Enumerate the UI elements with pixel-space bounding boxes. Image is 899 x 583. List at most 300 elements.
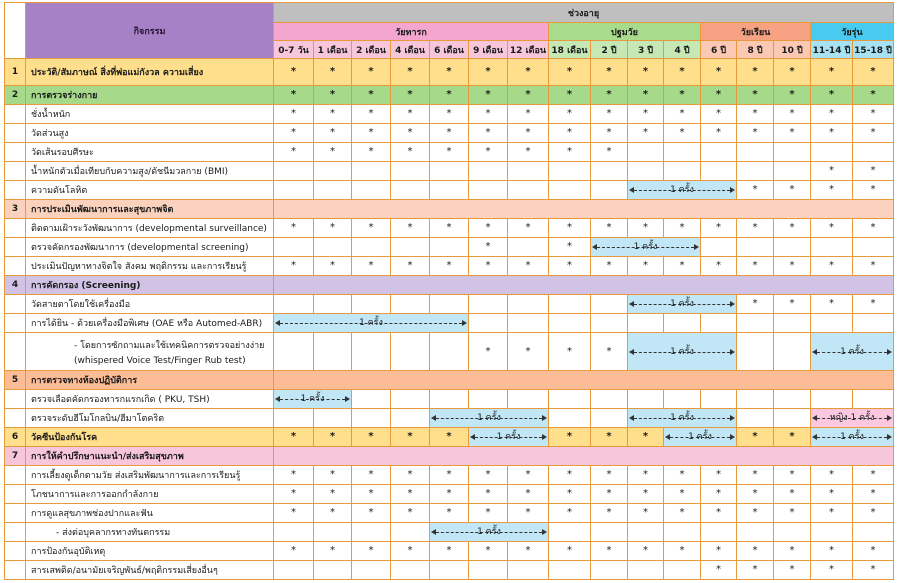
once-span	[628, 333, 737, 371]
once-span	[664, 428, 737, 447]
activity-label: ประเมินปัญหาทางจิตใจ สังคม พฤติกรรม และการเรียนรู้	[26, 257, 274, 276]
empty-cell	[314, 333, 352, 371]
schedule-mark: *	[430, 105, 469, 124]
schedule-mark: *	[811, 181, 853, 200]
empty-cell	[591, 409, 628, 428]
row-number: 3	[5, 200, 26, 219]
schedule-mark: *	[853, 219, 894, 238]
schedule-mark: *	[737, 485, 774, 504]
activity-header: กิจกรรม	[26, 3, 274, 59]
schedule-mark: *	[274, 428, 314, 447]
table-row	[5, 276, 894, 295]
empty-cell	[853, 238, 894, 257]
schedule-mark: *	[591, 485, 628, 504]
age-col-11: 6 ปี	[701, 41, 737, 59]
age-col-9: 3 ปี	[628, 41, 664, 59]
schedule-mark: *	[853, 105, 894, 124]
table-row	[5, 409, 894, 428]
row-number	[5, 390, 26, 409]
empty-cell	[508, 162, 549, 181]
schedule-mark: *	[811, 86, 853, 105]
schedule-mark: *	[664, 219, 701, 238]
empty-cell	[628, 390, 664, 409]
schedule-mark: *	[853, 181, 894, 200]
age-col-6: 12 เดือน	[508, 41, 549, 59]
group-adolescent: วัยรุ่น	[811, 23, 894, 41]
age-col-10: 4 ปี	[664, 41, 701, 59]
empty-cell	[774, 143, 811, 162]
table-row	[5, 143, 894, 162]
schedule-mark: *	[591, 59, 628, 86]
arrow-left-icon	[812, 349, 817, 355]
table-body	[5, 3, 894, 580]
schedule-mark: *	[591, 86, 628, 105]
empty-cell	[664, 314, 701, 333]
empty-cell	[314, 409, 352, 428]
activity-label: สารเสพติด/อนามัยเจริญพันธ์/พฤติกรรมเสี่ยงอื่นๆ	[26, 561, 274, 580]
empty-cell	[549, 409, 591, 428]
schedule-mark: *	[774, 219, 811, 238]
schedule-mark: *	[352, 466, 391, 485]
once-span-label: 1 ครั้ง	[670, 299, 694, 309]
schedule-mark: *	[664, 504, 701, 523]
empty-cell	[274, 162, 314, 181]
schedule-mark: *	[664, 86, 701, 105]
arrow-left-icon	[592, 244, 597, 250]
schedule-mark: *	[430, 466, 469, 485]
schedule-mark: *	[469, 105, 508, 124]
schedule-mark: *	[664, 105, 701, 124]
empty-cell	[737, 162, 774, 181]
empty-cell	[430, 238, 469, 257]
empty-cell	[352, 333, 391, 371]
empty-cell	[628, 561, 664, 580]
schedule-mark: *	[274, 86, 314, 105]
once-span	[430, 523, 549, 542]
schedule-mark: *	[274, 504, 314, 523]
schedule-mark: *	[508, 86, 549, 105]
empty-cell	[737, 314, 774, 333]
empty-cell	[352, 561, 391, 580]
schedule-mark: *	[391, 542, 430, 561]
schedule-mark: *	[274, 124, 314, 143]
empty-cell	[549, 561, 591, 580]
schedule-mark: *	[314, 542, 352, 561]
schedule-mark: *	[774, 257, 811, 276]
schedule-mark: *	[352, 428, 391, 447]
schedule-mark: *	[430, 124, 469, 143]
schedule-mark: *	[701, 124, 737, 143]
row-number	[5, 257, 26, 276]
row-number	[5, 124, 26, 143]
table-row	[5, 371, 894, 390]
row-number: 5	[5, 371, 26, 390]
empty-cell	[774, 333, 811, 371]
schedule-mark: *	[391, 485, 430, 504]
activity-label: การได้ยิน - ด้วยเครื่องมือพิเศษ (OAE หรือ Automed-ABR)	[26, 314, 274, 333]
empty-cell	[352, 409, 391, 428]
schedule-mark: *	[314, 257, 352, 276]
empty-cell	[549, 523, 591, 542]
once-span-label: 1 ครั้ง	[477, 413, 501, 423]
schedule-mark: *	[628, 219, 664, 238]
empty-cell	[737, 523, 774, 542]
schedule-mark: *	[469, 219, 508, 238]
activity-label: วัคซีนป้องกันโรค	[26, 428, 274, 447]
schedule-mark: *	[737, 181, 774, 200]
arrow-left-icon	[431, 529, 436, 535]
empty-cell	[811, 143, 853, 162]
empty-cell	[391, 523, 430, 542]
schedule-mark: *	[628, 485, 664, 504]
empty-cell	[430, 333, 469, 371]
empty-cell	[274, 561, 314, 580]
age-col-3: 4 เดือน	[391, 41, 430, 59]
activity-label: การให้คำปรึกษาแนะนำ/ส่งเสริมสุขภาพ	[26, 447, 274, 466]
schedule-mark: *	[853, 124, 894, 143]
schedule-mark: *	[811, 59, 853, 86]
schedule-mark: *	[853, 295, 894, 314]
table-row	[5, 447, 894, 466]
schedule-mark: *	[314, 219, 352, 238]
schedule-mark: *	[737, 219, 774, 238]
activity-label: ตรวจระดับฮีโมโกลบิน/ฮีมาโตคริต	[26, 409, 274, 428]
table-row	[5, 257, 894, 276]
empty-cell	[469, 314, 508, 333]
schedule-mark: *	[591, 542, 628, 561]
row-number	[5, 314, 26, 333]
empty-cell	[664, 561, 701, 580]
row-number: 1	[5, 59, 26, 86]
schedule-mark: *	[853, 485, 894, 504]
empty-cell	[591, 314, 628, 333]
schedule-mark: *	[591, 504, 628, 523]
schedule-mark: *	[628, 59, 664, 86]
row-number	[5, 162, 26, 181]
schedule-mark: *	[591, 124, 628, 143]
schedule-mark: *	[314, 143, 352, 162]
empty-cell	[508, 238, 549, 257]
arrow-left-icon	[812, 415, 817, 421]
schedule-mark: *	[314, 504, 352, 523]
schedule-mark: *	[811, 257, 853, 276]
schedule-mark: *	[314, 59, 352, 86]
age-range-header: ช่วงอายุ	[274, 3, 894, 23]
schedule-mark: *	[591, 333, 628, 371]
schedule-mark: *	[508, 59, 549, 86]
table-row	[5, 333, 894, 371]
table-row	[5, 523, 894, 542]
schedule-mark: *	[811, 105, 853, 124]
schedule-mark: *	[508, 485, 549, 504]
once-span	[811, 428, 894, 447]
row-number	[5, 409, 26, 428]
empty-cell	[737, 333, 774, 371]
schedule-mark: *	[701, 219, 737, 238]
age-col-8: 2 ปี	[591, 41, 628, 59]
schedule-mark: *	[628, 504, 664, 523]
empty-cell	[430, 390, 469, 409]
row-number	[5, 295, 26, 314]
activity-label: ประวัติ/สัมภาษณ์ สิ่งที่พ่อแม่กังวล ความเสี่ยง	[26, 59, 274, 86]
empty-cell	[853, 390, 894, 409]
arrow-left-icon	[629, 349, 634, 355]
empty-cell	[664, 523, 701, 542]
age-col-5: 9 เดือน	[469, 41, 508, 59]
table-row	[5, 561, 894, 580]
schedule-mark: *	[314, 86, 352, 105]
empty-cell	[549, 162, 591, 181]
schedule-mark: *	[549, 124, 591, 143]
schedule-mark: *	[591, 428, 628, 447]
empty-cell	[274, 295, 314, 314]
schedule-mark: *	[853, 504, 894, 523]
schedule-mark: *	[664, 485, 701, 504]
schedule-mark: *	[701, 105, 737, 124]
schedule-mark: *	[352, 86, 391, 105]
empty-cell	[591, 295, 628, 314]
schedule-mark: *	[469, 333, 508, 371]
schedule-mark: *	[853, 542, 894, 561]
schedule-mark: *	[774, 504, 811, 523]
empty-cell	[352, 181, 391, 200]
empty-cell	[430, 561, 469, 580]
once-span	[628, 181, 737, 200]
schedule-mark: *	[811, 561, 853, 580]
row-number	[5, 542, 26, 561]
once-span-label: 1 ครั้ง	[840, 346, 864, 357]
empty-cell	[853, 523, 894, 542]
schedule-mark: *	[391, 86, 430, 105]
activity-label: วัดส่วนสูง	[26, 124, 274, 143]
schedule-mark: *	[430, 257, 469, 276]
schedule-mark: *	[774, 485, 811, 504]
schedule-mark: *	[274, 466, 314, 485]
schedule-mark: *	[591, 105, 628, 124]
schedule-mark: *	[549, 238, 591, 257]
schedule-mark: *	[391, 105, 430, 124]
empty-cell	[701, 238, 737, 257]
table-row	[5, 105, 894, 124]
arrow-left-icon	[275, 396, 280, 402]
schedule-mark: *	[811, 466, 853, 485]
schedule-mark: *	[352, 257, 391, 276]
empty-cell	[508, 181, 549, 200]
once-span-label: 1 ครั้ง	[477, 527, 501, 537]
empty-cell	[853, 143, 894, 162]
row-number	[5, 238, 26, 257]
once-span	[274, 390, 352, 409]
empty-cell	[811, 523, 853, 542]
schedule-mark: *	[274, 542, 314, 561]
schedule-mark: *	[664, 59, 701, 86]
schedule-mark: *	[701, 561, 737, 580]
empty-cell	[737, 143, 774, 162]
empty-cell	[591, 390, 628, 409]
schedule-mark: *	[314, 485, 352, 504]
schedule-mark: *	[391, 59, 430, 86]
schedule-mark: *	[391, 428, 430, 447]
empty-cell	[430, 181, 469, 200]
once-span	[811, 409, 894, 428]
empty-cell	[469, 561, 508, 580]
arrow-left-icon	[629, 415, 634, 421]
table-row	[5, 314, 894, 333]
schedule-mark: *	[430, 428, 469, 447]
once-span	[591, 238, 701, 257]
empty-cell	[469, 295, 508, 314]
empty-cell	[352, 238, 391, 257]
once-span	[811, 333, 894, 371]
empty-cell	[274, 523, 314, 542]
empty-cell	[314, 561, 352, 580]
section-fill	[274, 371, 894, 390]
empty-cell	[664, 143, 701, 162]
schedule-mark: *	[853, 59, 894, 86]
table-row	[5, 162, 894, 181]
empty-cell	[664, 162, 701, 181]
schedule-mark: *	[774, 542, 811, 561]
schedule-mark: *	[469, 257, 508, 276]
once-span-label: 1 ครั้ง	[670, 413, 694, 423]
schedule-mark: *	[549, 219, 591, 238]
schedule-mark: *	[352, 504, 391, 523]
schedule-mark: *	[508, 333, 549, 371]
once-span-label: 1 ครั้ง	[670, 346, 694, 357]
schedule-mark: *	[664, 466, 701, 485]
schedule-mark: *	[774, 295, 811, 314]
row-number	[5, 466, 26, 485]
empty-cell	[591, 181, 628, 200]
schedule-mark: *	[274, 257, 314, 276]
empty-cell	[508, 561, 549, 580]
schedule-mark: *	[469, 59, 508, 86]
empty-cell	[508, 314, 549, 333]
group-infant: วัยทารก	[274, 23, 549, 41]
schedule-mark: *	[628, 257, 664, 276]
schedule-mark: *	[469, 466, 508, 485]
empty-cell	[628, 162, 664, 181]
empty-cell	[737, 390, 774, 409]
activity-label: - ส่งต่อบุคลากรทางทันตกรรม	[26, 523, 274, 542]
schedule-mark: *	[853, 257, 894, 276]
schedule-mark: *	[391, 219, 430, 238]
schedule-mark: *	[352, 124, 391, 143]
schedule-mark: *	[811, 504, 853, 523]
arrow-left-icon	[470, 434, 475, 440]
empty-cell	[430, 162, 469, 181]
empty-cell	[774, 390, 811, 409]
empty-cell	[811, 314, 853, 333]
empty-cell	[774, 409, 811, 428]
section-fill	[274, 200, 894, 219]
schedule-mark: *	[664, 124, 701, 143]
schedule-mark: *	[508, 542, 549, 561]
arrow-left-icon	[275, 320, 280, 326]
activity-label: วัดเส้นรอบศีรษะ	[26, 143, 274, 162]
schedule-mark: *	[774, 466, 811, 485]
schedule-mark: *	[853, 162, 894, 181]
empty-cell	[811, 238, 853, 257]
schedule-mark: *	[737, 428, 774, 447]
schedule-mark: *	[549, 257, 591, 276]
group-early-childhood: ปฐมวัย	[549, 23, 701, 41]
table-row	[5, 86, 894, 105]
row-number	[5, 181, 26, 200]
table-row	[5, 238, 894, 257]
schedule-mark: *	[469, 86, 508, 105]
once-span-label: 1 ครั้ง	[670, 185, 694, 195]
empty-cell	[274, 238, 314, 257]
activity-label: ติดตามเฝ้าระวังพัฒนาการ (developmental surveillance)	[26, 219, 274, 238]
schedule-mark: *	[508, 466, 549, 485]
schedule-mark: *	[549, 105, 591, 124]
schedule-mark: *	[391, 124, 430, 143]
age-col-7: 18 เดือน	[549, 41, 591, 59]
schedule-mark: *	[853, 561, 894, 580]
schedule-mark: *	[391, 143, 430, 162]
schedule-mark: *	[549, 428, 591, 447]
row-number	[5, 561, 26, 580]
activity-label: การป้องกันอุบัติเหตุ	[26, 542, 274, 561]
schedule-mark: *	[591, 466, 628, 485]
activity-label: ตรวจคัดกรองพัฒนาการ (developmental screening)	[26, 238, 274, 257]
schedule-mark: *	[811, 295, 853, 314]
schedule-mark: *	[628, 428, 664, 447]
schedule-mark: *	[391, 257, 430, 276]
schedule-mark: *	[508, 257, 549, 276]
schedule-mark: *	[628, 466, 664, 485]
empty-cell	[391, 295, 430, 314]
row-number	[5, 219, 26, 238]
table-row	[5, 200, 894, 219]
schedule-mark: *	[737, 86, 774, 105]
row-number	[5, 523, 26, 542]
schedule-mark: *	[737, 504, 774, 523]
schedule-mark: *	[549, 504, 591, 523]
empty-cell	[774, 238, 811, 257]
schedule-mark: *	[737, 295, 774, 314]
empty-cell	[391, 238, 430, 257]
empty-cell	[664, 390, 701, 409]
empty-cell	[701, 390, 737, 409]
empty-cell	[469, 181, 508, 200]
age-col-13: 10 ปี	[774, 41, 811, 59]
age-col-1: 1 เดือน	[314, 41, 352, 59]
schedule-mark: *	[664, 257, 701, 276]
group-school-age: วัยเรียน	[701, 23, 811, 41]
age-col-12: 8 ปี	[737, 41, 774, 59]
empty-cell	[352, 390, 391, 409]
schedule-mark: *	[508, 143, 549, 162]
activity-label: การประเมินพัฒนาการและสุขภาพจิต	[26, 200, 274, 219]
once-span	[628, 295, 737, 314]
activity-label: การตรวจทางห้องปฏิบัติการ	[26, 371, 274, 390]
table-row	[5, 181, 894, 200]
activity-label: การดูแลสุขภาพช่องปากและฟัน	[26, 504, 274, 523]
schedule-mark: *	[549, 86, 591, 105]
schedule-mark: *	[737, 466, 774, 485]
schedule-mark: *	[737, 105, 774, 124]
empty-cell	[430, 295, 469, 314]
age-col-2: 2 เดือน	[352, 41, 391, 59]
table-row	[5, 295, 894, 314]
activity-label: โภชนาการและการออกกำลังกาย	[26, 485, 274, 504]
once-span-label: 1 ครั้ง	[840, 432, 864, 442]
empty-cell	[314, 523, 352, 542]
schedule-mark: *	[274, 143, 314, 162]
schedule-mark: *	[701, 504, 737, 523]
